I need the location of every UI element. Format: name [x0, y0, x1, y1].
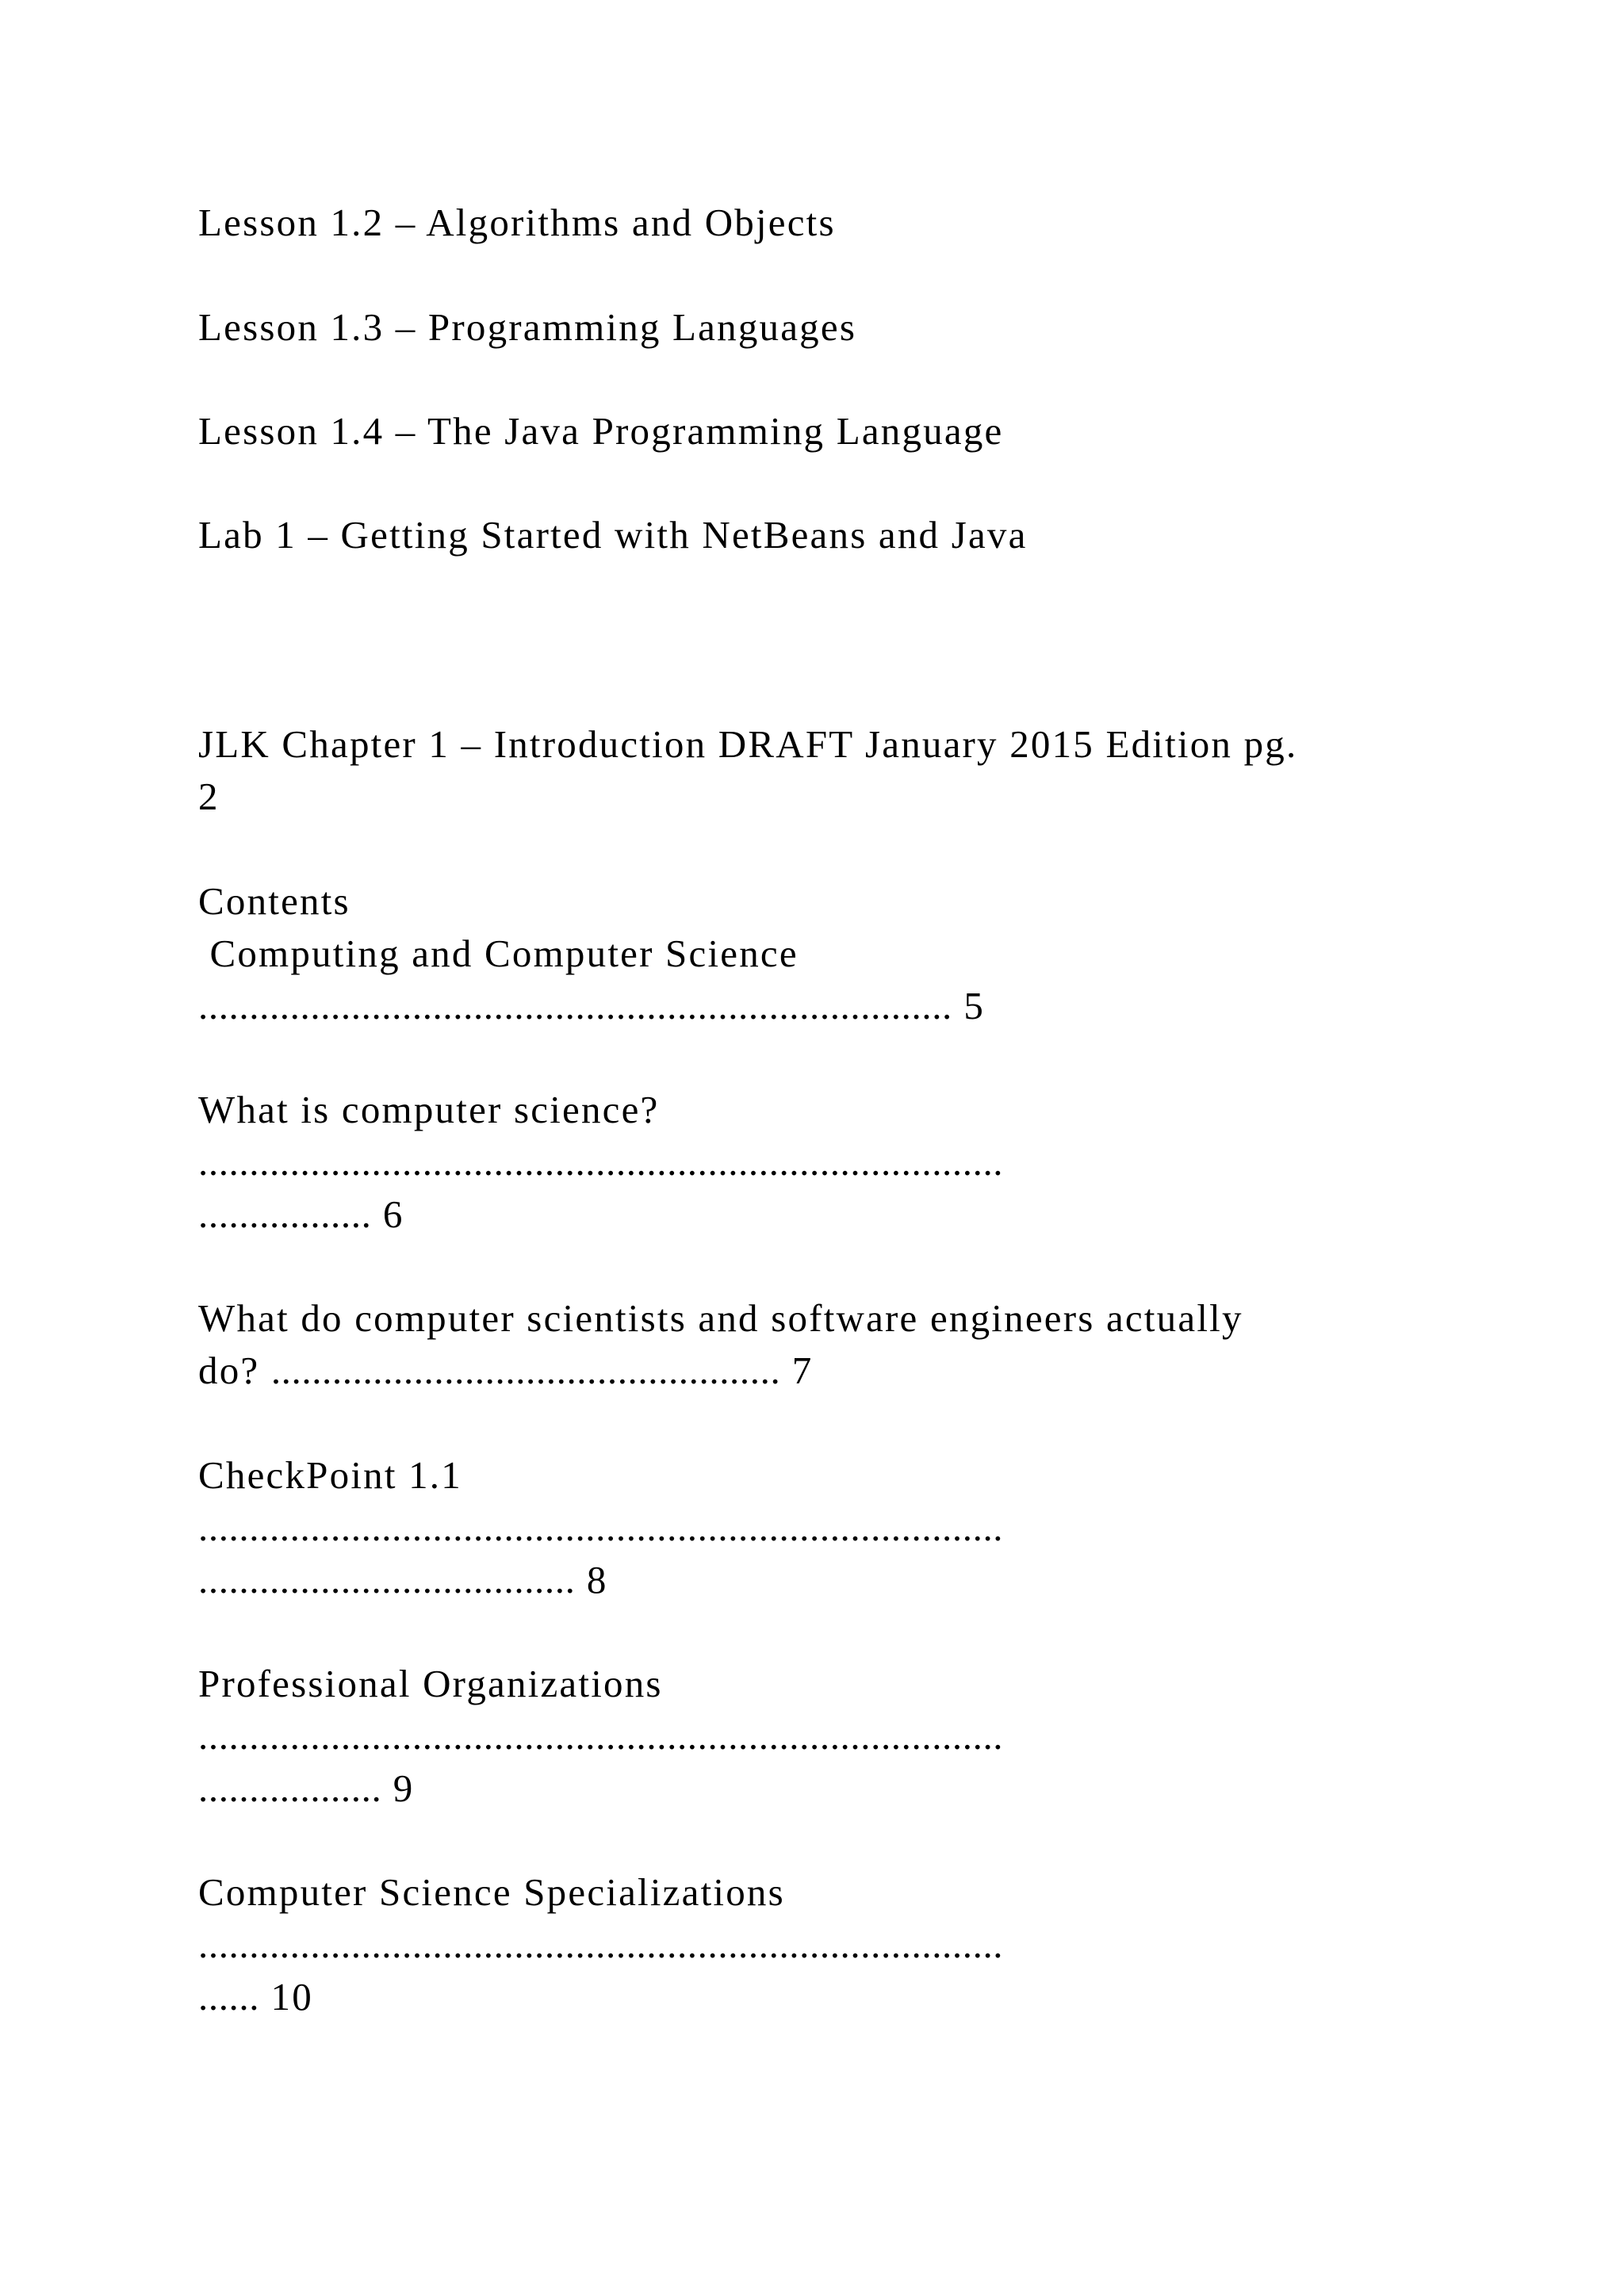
toc-entry-what-is-cs[interactable] [198, 1084, 1435, 1241]
toc-leader-row [198, 1554, 1435, 1606]
toc-leader-dots: .................................................. [270, 1349, 781, 1392]
toc-page-number: 5 [952, 984, 986, 1027]
toc-entry-computing[interactable] [198, 928, 1435, 1032]
lab-1: Lab 1 – Getting Started with NetBeans and Java [198, 513, 1028, 557]
toc-page-number: 6 [371, 1192, 404, 1236]
page-footer-number: 2 [198, 775, 220, 818]
toc-entry-title: Computing and Computer Science [198, 932, 799, 975]
toc-entry-checkpoint-1-1[interactable] [198, 1449, 1435, 1606]
toc-entry-title: Computer Science Specializations [198, 1870, 785, 1914]
toc-entry-title: What is computer science? [198, 1088, 660, 1131]
toc-leader-dots: ............................................................................... [198, 1923, 1004, 1966]
toc-leader-dots: ............................................................................... [198, 1506, 1004, 1549]
toc-leader-row [198, 1971, 1435, 2023]
toc-leader-row [198, 980, 1435, 1032]
toc-page-number: 8 [575, 1558, 608, 1601]
toc-page-number: 10 [259, 1975, 313, 2019]
toc-leader-dots: ................. [198, 1192, 372, 1236]
contents-heading: Contents [198, 879, 350, 923]
toc-leader-dots: ...... [198, 1975, 260, 2019]
toc-entry-title: Professional Organizations [198, 1662, 663, 1705]
toc-leader-row [198, 1345, 1435, 1397]
toc-leader-dots: ............................................................................... [198, 1140, 1004, 1184]
lesson-1-2: Lesson 1.2 – Algorithms and Objects [198, 201, 836, 244]
toc-leader-row [198, 1762, 1435, 1815]
toc-leader-dots: ..................................... [198, 1558, 576, 1601]
toc-entry-professional-organizations[interactable] [198, 1658, 1435, 1815]
toc-leader-dots: .......................................................................... [198, 984, 952, 1027]
toc-entry-title-continued: do? [198, 1349, 271, 1392]
lesson-1-4: Lesson 1.4 – The Java Programming Language [198, 409, 1004, 453]
toc-entry-cs-specializations[interactable] [198, 1866, 1435, 2023]
toc-leader-dots: ............................................................................... [198, 1714, 1004, 1758]
toc-entry-title: What do computer scientists and software engineers actually [198, 1296, 1243, 1340]
lesson-1-3: Lesson 1.3 – Programming Languages [198, 305, 857, 349]
toc-entry-title: CheckPoint 1.1 [198, 1453, 462, 1497]
toc-page-number: 9 [381, 1766, 415, 1810]
toc-leader-row [198, 1188, 1435, 1241]
toc-page-number: 7 [780, 1349, 814, 1392]
toc-leader-dots: .................. [198, 1766, 382, 1810]
page-footer-line: JLK Chapter 1 – Introduction DRAFT January 2015 Edition pg. [198, 722, 1298, 766]
toc-entry-what-do-cs-do[interactable] [198, 1292, 1435, 1397]
